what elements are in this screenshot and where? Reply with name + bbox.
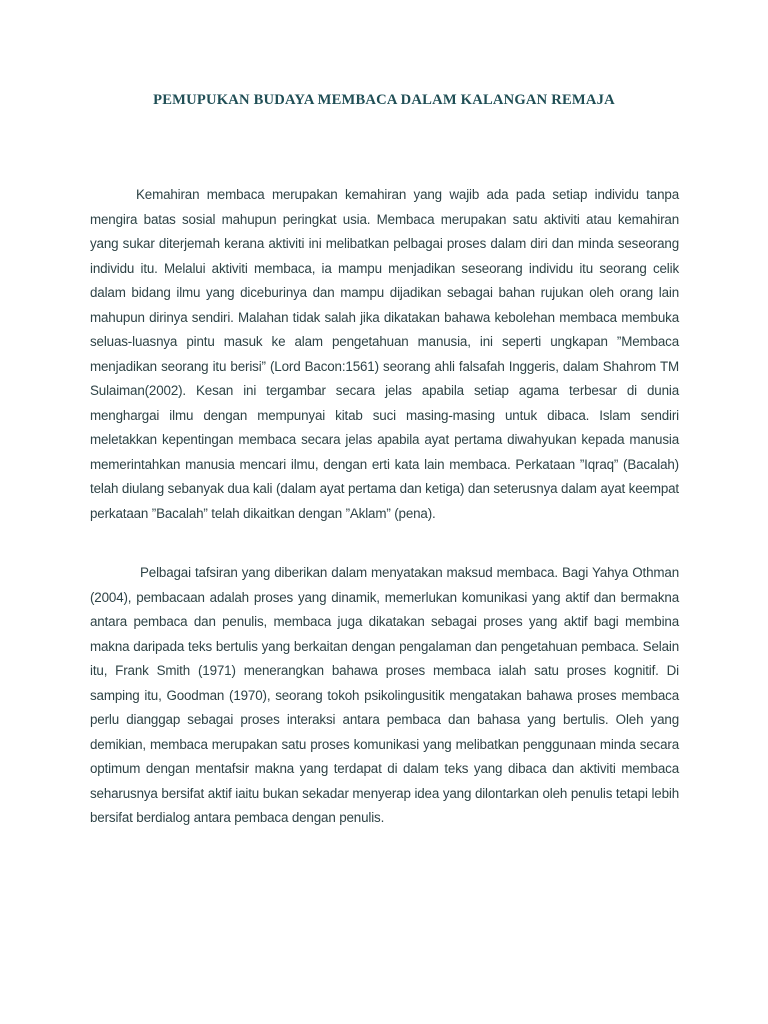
paragraph-2: Pelbagai tafsiran yang diberikan dalam menyatakan maksud membaca. Bagi Yahya Othman (2004), pembacaan adalah proses yang dinamik, memerlukan komunikasi yang aktif dan bermakna antara pembaca dan penulis, membaca juga dikatakan sebagai proses yang aktif bagi membina makna daripada teks bertulis yang berkaitan dengan pengalaman dan pengetahuan pembaca. Selain itu, Frank Smith (1971) menerangkan bahawa proses membaca ialah satu proses kognitif. Di samping itu, Goodman (1970), seorang tokoh psikolingusitik mengatakan bahawa proses membaca perlu dianggap sebagai proses interaksi antara pembaca dan bahasa yang bertulis. Oleh yang demikian, membaca merupakan satu proses komunikasi yang melibatkan penggunaan minda secara optimum dengan mentafsir makna yang terdapat di dalam teks yang dibaca dan aktiviti membaca seharusnya bersifat aktif iaitu bukan sekadar menyerap idea yang dilontarkan oleh penulis tetapi lebih bersifat berdialog antara pembaca dengan penulis. [90,565,679,825]
paragraph-1: Kemahiran membaca merupakan kemahiran yang wajib ada pada setiap individu tanpa mengira batas sosial mahupun peringkat usia. Membaca merupakan satu aktiviti atau kemahiran yang sukar diterjemah kerana aktiviti ini melibatkan pelbagai proses dalam diri dan minda seseorang individu itu. Melalui aktiviti membaca, ia mampu menjadikan seseorang individu itu seorang celik dalam bidang ilmu yang diceburinya dan mampu dijadikan sebagai bahan rujukan oleh orang lain mahupun dirinya sendiri. Malahan tidak salah jika dikatakan bahawa kebolehan membaca membuka seluas-luasnya pintu masuk ke alam pengetahuan manusia, ini seperti ungkapan ”Membaca menjadikan seorang itu berisi” (Lord Bacon:1561) seorang ahli falsafah Inggeris, dalam Shahrom TM Sulaiman(2002). Kesan ini tergambar secara jelas apabila setiap agama terbesar di dunia menghargai ilmu dengan mempunyai kitab suci masing-masing untuk dibaca. Islam sendiri meletakkan kepentingan membaca secara jelas apabila ayat pertama diwahyukan kepada manusia memerintahkan manusia mencari ilmu, dengan erti kata lain membaca. Perkataan ”Iqraq” (Bacalah) telah diulang sebanyak dua kali (dalam ayat pertama dan ketiga) dan seterusnya dalam ayat keempat perkataan ”Bacalah” telah dikaitkan dengan ”Aklam” (pena). [90,187,679,521]
document-title: PEMUPUKAN BUDAYA MEMBACA DALAM KALANGAN REMAJA [153,92,615,108]
